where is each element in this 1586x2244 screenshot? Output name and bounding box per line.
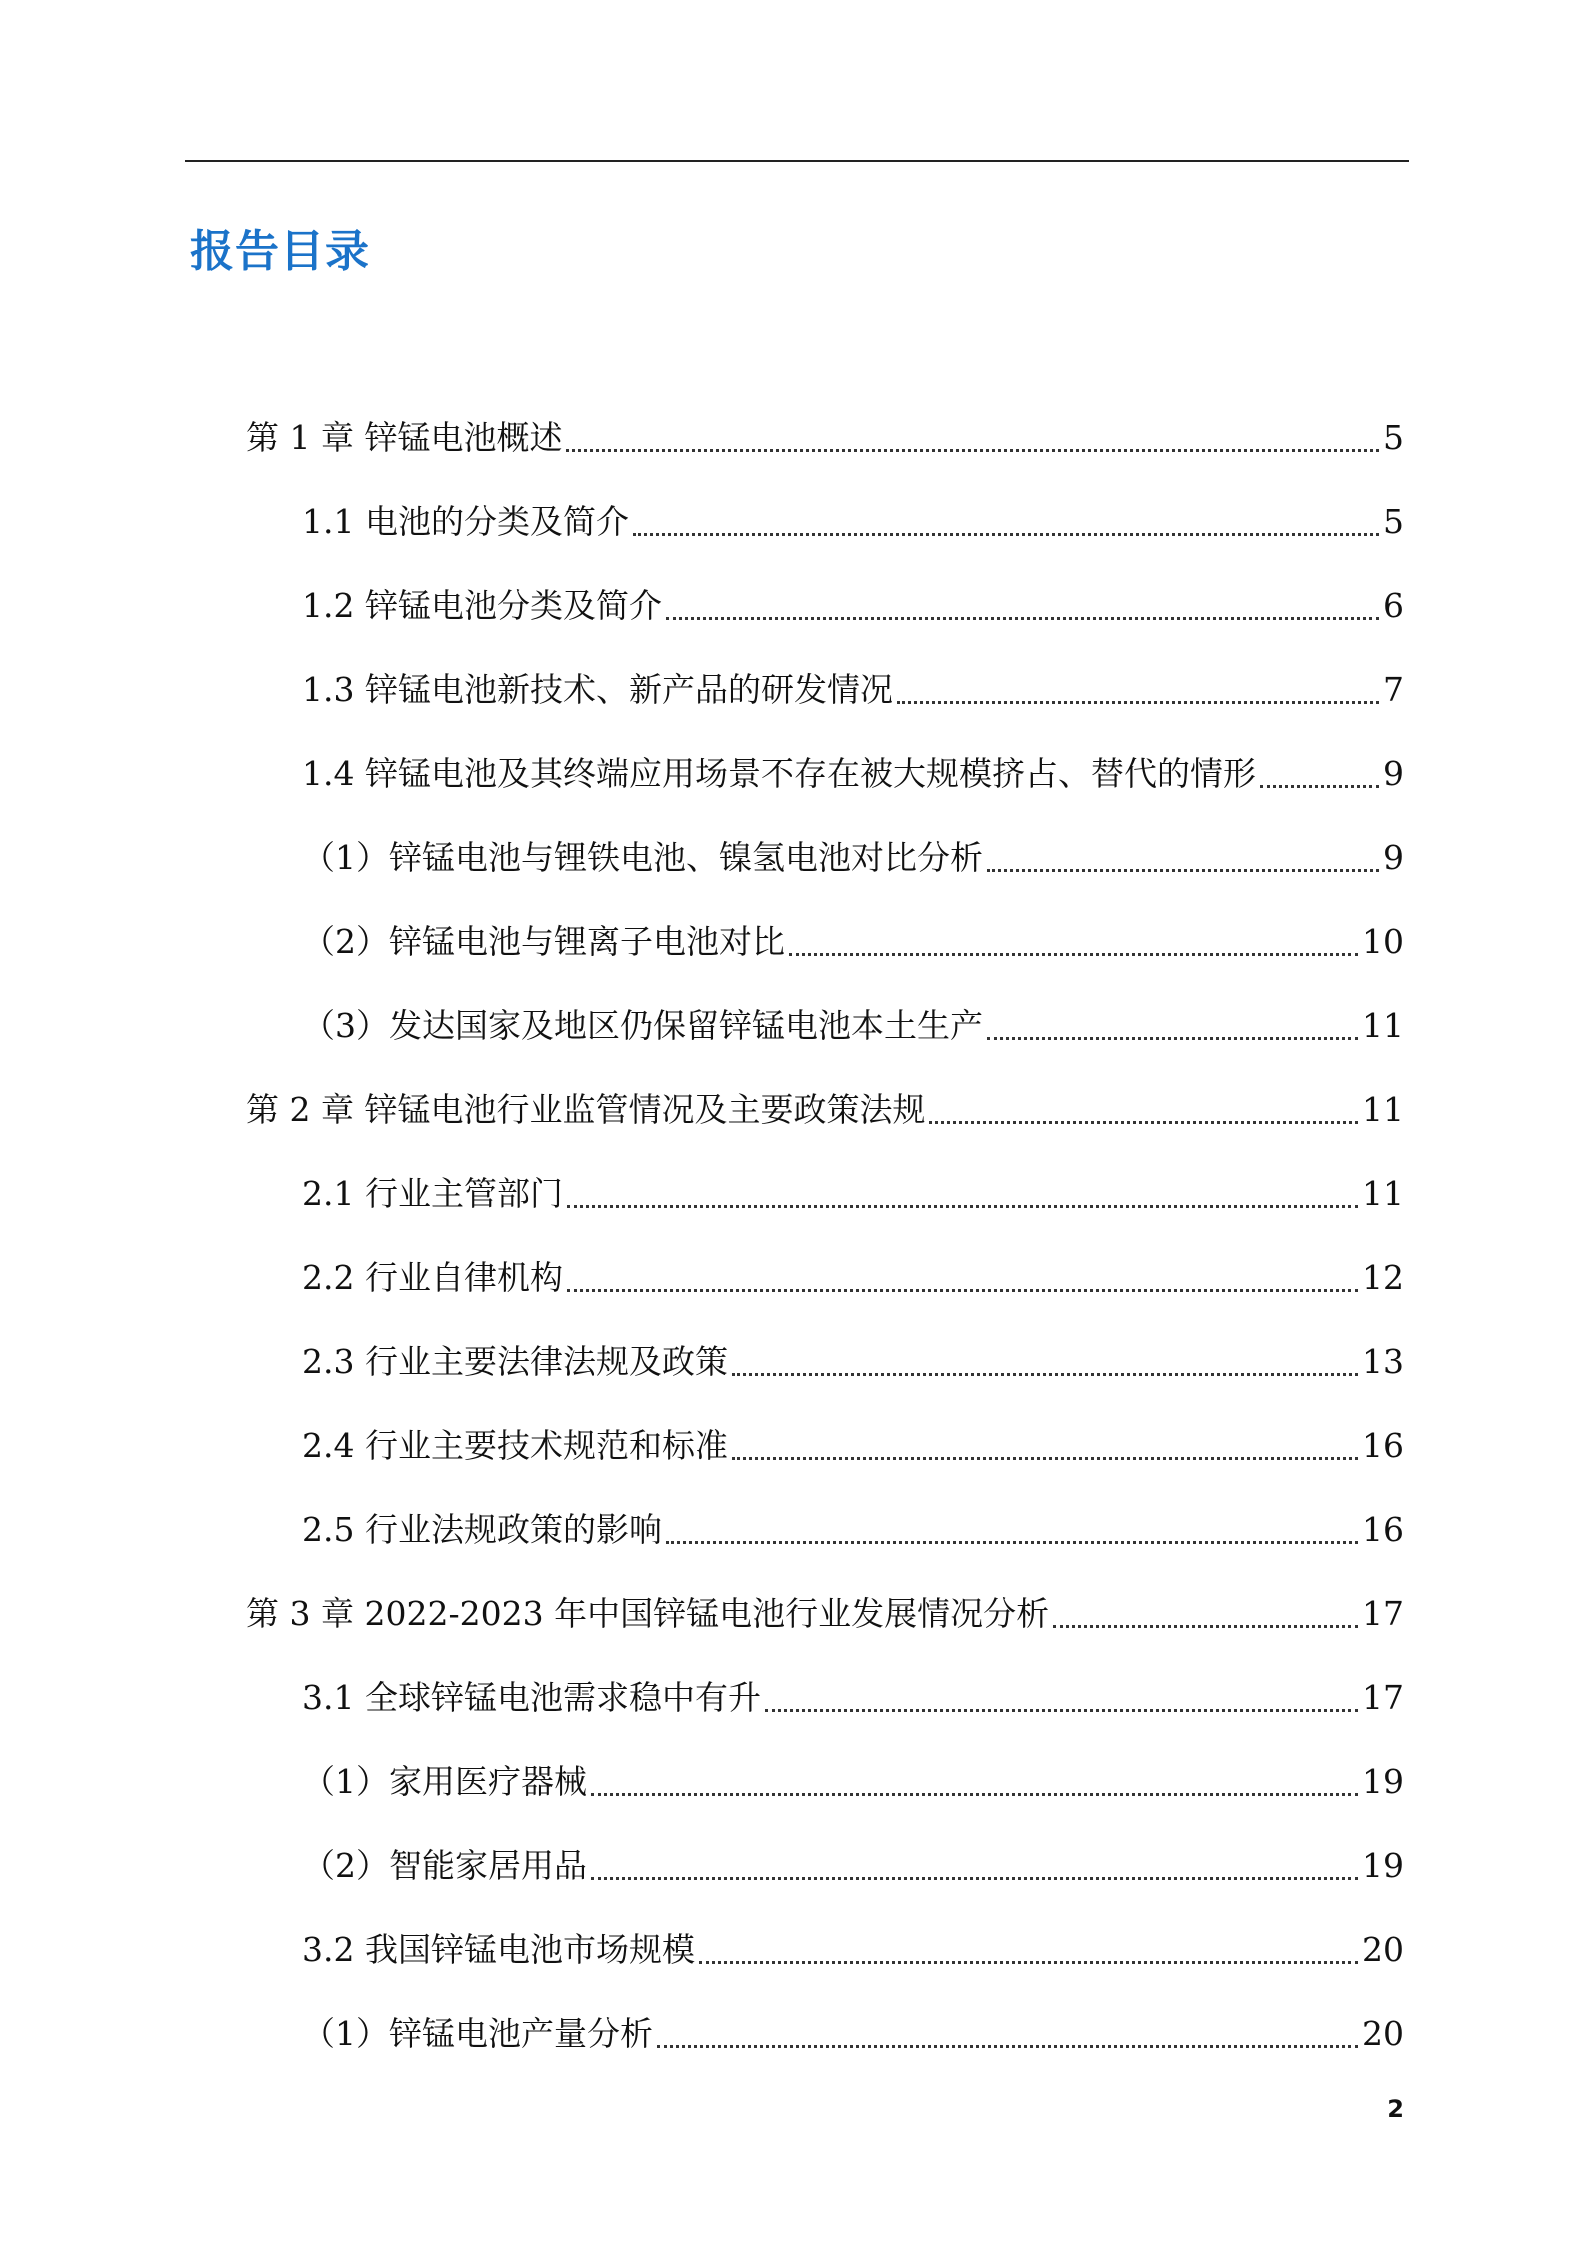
toc-entry-page-number: 5 (1383, 502, 1404, 541)
toc-entry-label: （3）发达国家及地区仍保留锌锰电池本土生产 (302, 1006, 983, 1045)
toc-dot-leader (666, 617, 1379, 620)
toc-entry-label: 第 1 章 锌锰电池概述 (246, 418, 563, 457)
toc-entry-page-number: 20 (1362, 2014, 1404, 2053)
toc-dot-leader (789, 953, 1358, 956)
toc-entry[interactable] (0, 1824, 1586, 1908)
toc-entry-label: 2.1 行业主管部门 (302, 1174, 563, 1213)
toc-entry[interactable] (0, 816, 1586, 900)
toc-dot-leader (567, 1289, 1358, 1292)
toc-entry-page-number: 6 (1383, 586, 1404, 625)
toc-dot-leader (591, 1793, 1358, 1796)
toc-dot-leader (732, 1373, 1358, 1376)
toc-entry[interactable] (0, 1908, 1586, 1992)
toc-entry[interactable] (0, 984, 1586, 1068)
toc-entry[interactable] (0, 564, 1586, 648)
toc-entry-label: （2）锌锰电池与锂离子电池对比 (302, 922, 785, 961)
toc-entry-page-number: 17 (1362, 1678, 1404, 1717)
table-of-contents (0, 396, 1586, 2076)
toc-entry[interactable] (0, 396, 1586, 480)
toc-entry-page-number: 11 (1362, 1006, 1404, 1045)
toc-entry-page-number: 20 (1362, 1930, 1404, 1969)
page-number: 2 (1387, 2095, 1404, 2123)
toc-entry[interactable] (0, 1068, 1586, 1152)
toc-entry-page-number: 17 (1362, 1594, 1404, 1633)
toc-entry-label: 2.4 行业主要技术规范和标准 (302, 1426, 728, 1465)
toc-entry-page-number: 5 (1383, 418, 1404, 457)
toc-dot-leader (699, 1961, 1358, 1964)
toc-entry-label: （1）锌锰电池与锂铁电池、镍氢电池对比分析 (302, 838, 983, 877)
toc-entry[interactable] (0, 1572, 1586, 1656)
toc-entry-label: 第 2 章 锌锰电池行业监管情况及主要政策法规 (246, 1090, 926, 1129)
toc-entry-page-number: 16 (1362, 1426, 1404, 1465)
toc-entry-label: 1.4 锌锰电池及其终端应用场景不存在被大规模挤占、替代的情形 (302, 754, 1256, 793)
toc-entry-label: 2.2 行业自律机构 (302, 1258, 563, 1297)
toc-entry-label: 2.5 行业法规政策的影响 (302, 1510, 662, 1549)
toc-entry-page-number: 19 (1362, 1762, 1404, 1801)
toc-entry-page-number: 16 (1362, 1510, 1404, 1549)
toc-dot-leader (666, 1541, 1358, 1544)
toc-entry[interactable] (0, 1656, 1586, 1740)
toc-dot-leader (987, 1037, 1358, 1040)
toc-entry-label: 1.1 电池的分类及简介 (302, 502, 629, 541)
toc-dot-leader (732, 1457, 1358, 1460)
toc-entry[interactable] (0, 1740, 1586, 1824)
toc-entry-label: （2）智能家居用品 (302, 1846, 587, 1885)
toc-dot-leader (765, 1709, 1358, 1712)
toc-entry[interactable] (0, 1236, 1586, 1320)
toc-entry[interactable] (0, 1320, 1586, 1404)
toc-entry[interactable] (0, 900, 1586, 984)
toc-entry-label: 1.3 锌锰电池新技术、新产品的研发情况 (302, 670, 893, 709)
toc-entry-label: 3.1 全球锌锰电池需求稳中有升 (302, 1678, 761, 1717)
toc-entry-label: 3.2 我国锌锰电池市场规模 (302, 1930, 695, 1969)
toc-entry-label: 2.3 行业主要法律法规及政策 (302, 1342, 728, 1381)
toc-entry[interactable] (0, 1152, 1586, 1236)
toc-entry[interactable] (0, 648, 1586, 732)
toc-entry-page-number: 7 (1383, 670, 1404, 709)
toc-dot-leader (987, 869, 1379, 872)
toc-dot-leader (591, 1877, 1358, 1880)
toc-dot-leader (1053, 1625, 1358, 1628)
toc-entry-page-number: 9 (1383, 754, 1404, 793)
toc-entry[interactable] (0, 480, 1586, 564)
toc-entry-label: 第 3 章 2022-2023 年中国锌锰电池行业发展情况分析 (246, 1594, 1050, 1633)
toc-dot-leader (929, 1121, 1358, 1124)
toc-entry-page-number: 12 (1362, 1258, 1404, 1297)
toc-entry-page-number: 10 (1362, 922, 1404, 961)
toc-entry-page-number: 19 (1362, 1846, 1404, 1885)
toc-entry-page-number: 11 (1362, 1174, 1404, 1213)
toc-dot-leader (657, 2045, 1358, 2048)
toc-entry[interactable] (0, 732, 1586, 816)
toc-entry-label: 1.2 锌锰电池分类及简介 (302, 586, 662, 625)
toc-entry-page-number: 11 (1362, 1090, 1404, 1129)
toc-entry-page-number: 13 (1362, 1342, 1404, 1381)
toc-entry-page-number: 9 (1383, 838, 1404, 877)
toc-dot-leader (633, 533, 1379, 536)
toc-dot-leader (897, 701, 1379, 704)
header-rule (185, 160, 1409, 162)
toc-entry[interactable] (0, 1992, 1586, 2076)
toc-entry-label: （1）家用医疗器械 (302, 1762, 587, 1801)
toc-dot-leader (566, 449, 1379, 452)
toc-entry-label: （1）锌锰电池产量分析 (302, 2014, 653, 2053)
toc-entry[interactable] (0, 1404, 1586, 1488)
page-title: 报告目录 (190, 226, 370, 277)
toc-dot-leader (1260, 785, 1379, 788)
toc-entry[interactable] (0, 1488, 1586, 1572)
toc-dot-leader (567, 1205, 1358, 1208)
